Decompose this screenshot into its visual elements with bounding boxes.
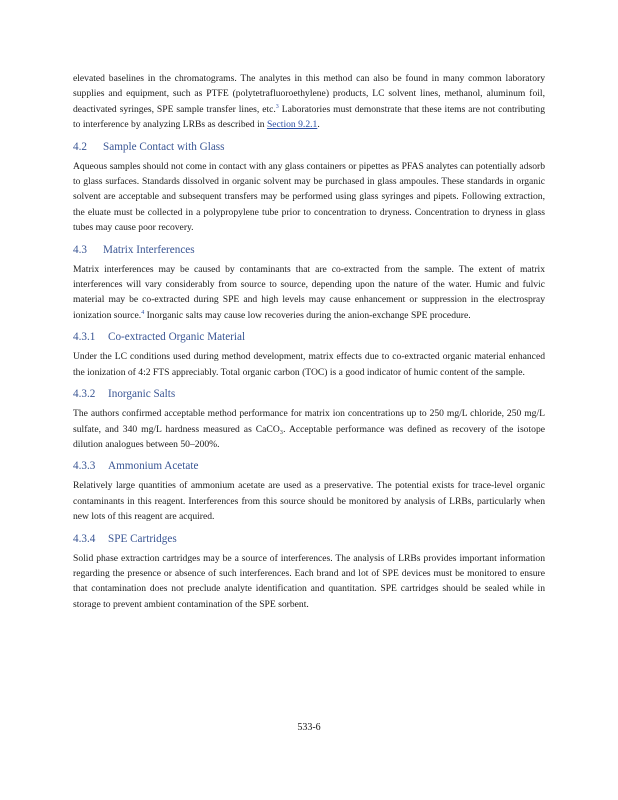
heading-title: SPE Cartridges xyxy=(108,532,177,545)
heading-number: 4.3.2 xyxy=(73,388,96,401)
heading-number: 4.3.1 xyxy=(73,331,96,344)
heading-4-3-4 xyxy=(73,531,545,547)
intro-text-1: elevated baselines in the chromatograms. The analytes in this method can also be found in many common laboratory supplies and equipment, such as PTFE (polytetrafluoroethylene) products, LC solvent lines, methanol, aluminum foil, deactivated syringes, SPE sample transfer lines, etc. xyxy=(73,73,545,115)
reference-3[interactable]: 3 xyxy=(275,103,279,110)
intro-text-2: Laboratories must demonstrate that these items are not contributing to interference by analyzing LRBs as described in xyxy=(73,103,545,131)
section-4-3-4-body: Solid phase extraction cartridges may be a source of interferences. The analysis of LRBs provides important information regarding the presence or absence of such interferences. Each brand and lot of SPE devices must be monitored to ensure that contamination does not preclude analyte identification and quantitation. SPE cartridges should be sealed while in storage to prevent ambient contamination of the SPE sorbent. xyxy=(73,552,545,610)
intro-paragraph xyxy=(73,71,545,133)
heading-4-3-1 xyxy=(73,329,545,345)
page-number: 533-6 xyxy=(297,722,321,733)
intro-text-3: . xyxy=(317,119,320,131)
heading-4-2 xyxy=(73,139,545,155)
heading-number: 4.2 xyxy=(73,140,87,153)
heading-number: 4.3 xyxy=(73,243,87,256)
heading-title: Co-extracted Organic Material xyxy=(108,331,246,344)
heading-title: Ammonium Acetate xyxy=(108,460,199,473)
section-4-3-body xyxy=(73,262,545,324)
heading-number: 4.3.4 xyxy=(73,532,96,545)
section-4-3-1-body: Under the LC conditions used during method development, matrix effects due to co-extracted organic material enhanced the ionization of 4:2 FTS appreciably. Total organic carbon (TOC) is a good indicator of humic content of the sample. xyxy=(73,351,545,378)
reference-4[interactable]: 4 xyxy=(141,309,145,316)
heading-number: 4.3.3 xyxy=(73,460,96,473)
section-4-3-text-2: Inorganic salts may cause low recoveries during the anion-exchange SPE procedure. xyxy=(144,309,471,321)
section-9-2-1-link[interactable]: Section 9.2.1 xyxy=(266,119,318,131)
heading-title: Sample Contact with Glass xyxy=(103,140,225,153)
section-4-2-body: Aqueous samples should not come in contact with any glass containers or pipettes as PFAS analytes can potentially adsorb to glass surfaces. Standards dissolved in organic solvent may be purchased in glass ampoules. These standards in organic solvent are acceptable and subsequent transfers may be performed using glass syringes and pipets. Following extraction, the eluate must be collected in a polypropylene tube prior to concentration to dryness. Concentration to dryness in glass tubes may cause poor recovery. xyxy=(73,160,545,234)
section-4-3-text-1: Matrix interferences may be caused by contaminants that are co-extracted from the sample. The extent of matrix interferences will vary considerably from source to source, depending upon the nature of the water. Humic and fulvic material may be co-extracted during SPE and high levels may cause enhancement or suppression in the electrospray ionization source. xyxy=(73,263,545,321)
heading-4-3 xyxy=(73,242,545,258)
heading-4-3-2 xyxy=(73,386,545,402)
heading-4-3-3 xyxy=(73,458,545,474)
page-content xyxy=(73,71,545,618)
heading-title: Inorganic Salts xyxy=(108,388,176,401)
section-4-3-3-body: Relatively large quantities of ammonium acetate are used as a preservative. The potential exists for trace-level organic contaminants in this reagent. Interferences from this source should be monitored by analysis of LRBs, particularly when new lots of this reagent are acquired. xyxy=(73,480,545,523)
section-4-3-2-body: The authors confirmed acceptable method performance for matrix ion concentrations up to 250 mg/L chloride, 250 mg/L sulfate, and 340 mg/L hardness measured as CaCO₃. Acceptable performance was defined as recovery of the isotope dilution analogues between 50–200%. xyxy=(73,408,545,450)
heading-title: Matrix Interferences xyxy=(103,243,195,256)
